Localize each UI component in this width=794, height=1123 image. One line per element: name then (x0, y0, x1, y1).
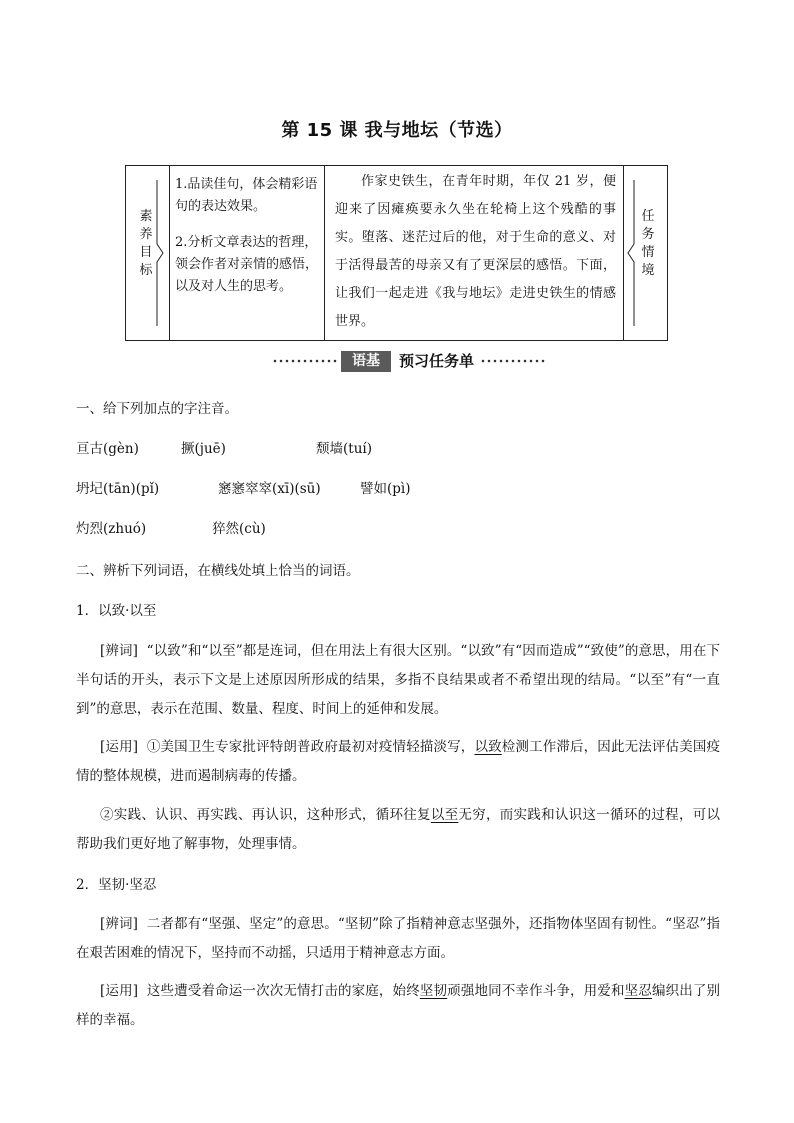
pinyin-item: 灼烈(zhuó) (76, 521, 147, 537)
pinyin-row-3 (76, 516, 720, 542)
left-brace-icon (627, 180, 635, 326)
section-banner (0, 350, 794, 372)
banner-tag: 语基 (341, 351, 391, 372)
item1-title: 1．以致·以至 (76, 603, 157, 619)
banner-label: 预习任务单 (399, 352, 475, 370)
item1-distinguish (76, 637, 720, 724)
item1-usage-2 (76, 801, 720, 859)
scenario-paragraph: 作家史铁生，在青年时期，年仅 21 岁，便迎来了因瘫痪要永久坐在轮椅上这个残酷的事实。堕落、迷茫过后的他，对于生命的意义、对于活得最苦的母亲又有了更深层的感悟。下面，让我们一起走进《我与地坛》走进史铁生的情感世界。 (335, 174, 616, 329)
page-title: 第 15 课 我与地坛（节选） (281, 120, 513, 141)
usage-text: 顽强地同不幸作斗争，用爱和 (447, 983, 625, 999)
task-scenario-label: 任务情境 (641, 209, 655, 278)
pinyin-item: 譬如(pì) (360, 481, 411, 497)
task-scenario-label-column (623, 166, 667, 340)
pinyin-item: 猝然(cù) (212, 521, 266, 537)
answer-word: 坚韧 (419, 983, 448, 999)
pinyin-item: 亘古(gèn) (76, 441, 139, 457)
usage-text: 编织出了别样的幸福。 (76, 983, 721, 1028)
usage-text: 检测工作滞后，因此无法评估美国疫情的整体规模，进而遏制病毒的传播。 (76, 739, 721, 784)
item2-title: 2．坚韧·坚忍 (76, 877, 157, 893)
pinyin-row-2 (76, 476, 720, 502)
pinyin-item: 颓墙(tuí) (316, 441, 372, 457)
task-scenario-text (325, 166, 624, 340)
section2-heading: 二、辨析下列词语，在横线处填上恰当的词语。 (76, 563, 360, 579)
goal-item: 2.分析文章表达的哲理，领会作者对亲情的感悟，以及对人生的思考。 (175, 235, 319, 294)
pinyin-row-1 (76, 436, 720, 462)
distinguish-text: 二者都有“坚强、坚定”的意思。“坚韧”除了指精神意志坚强外，还指物体坚固有韧性。“坚忍”指在艰苦困难的情况下，坚持而不动摇，只适用于精神意志方面。 (76, 916, 720, 961)
pinyin-item: 窸窸窣窣(xī)(sū) (218, 481, 321, 497)
objectives-table (125, 165, 668, 341)
goal-item: 1.品读佳句，体会精彩语句的表达效果。 (175, 177, 318, 214)
usage-text: ②实践、认识、再实践、再认识，这种形式，循环往复 (100, 807, 431, 823)
usage-text: ①美国卫生专家批评特朗普政府最初对疫情轻描淡写， (146, 739, 475, 755)
pinyin-item: 撅(juē) (181, 441, 226, 457)
item2-usage (76, 977, 720, 1035)
usage-text: 无穷，而实践和认识这一循环的过程，可以帮助我们更好地了解事物，处理事情。 (76, 807, 721, 852)
dotted-rule-right (480, 359, 546, 363)
distinguish-label: [辨词] (100, 916, 138, 932)
answer-word: 以至 (430, 807, 459, 823)
distinguish-text: “以致”和“以至”都是连词，但在用法上有很大区别。“以致”有“因而造成”“致使”的意思，用在下半句话的开头，表示下文是上述原因所形成的结果，多指不良结果或者不希望出现的结局。“以至”有“一直到”的意思，表示在范围、数量、程度、时间上的延伸和发展。 (76, 643, 720, 717)
usage-label: [运用] (100, 983, 138, 999)
usage-label: [运用] (100, 739, 138, 755)
literacy-goals-label-column (126, 166, 170, 340)
literacy-goals-list (169, 166, 325, 340)
literacy-goals-label: 素养目标 (139, 209, 153, 278)
distinguish-label: [辨词] (100, 643, 138, 659)
answer-word: 坚忍 (624, 983, 652, 999)
item2-distinguish (76, 910, 720, 968)
right-brace-icon (156, 180, 164, 326)
answer-word: 以致 (474, 739, 502, 755)
pinyin-item: 坍圮(tān)(pǐ) (76, 481, 160, 497)
section1-heading: 一、给下列加点的字注音。 (76, 401, 238, 417)
item1-usage-1 (76, 733, 720, 791)
usage-text: 这些遭受着命运一次次无情打击的家庭，始终 (146, 983, 420, 999)
dotted-rule-left (272, 359, 338, 363)
